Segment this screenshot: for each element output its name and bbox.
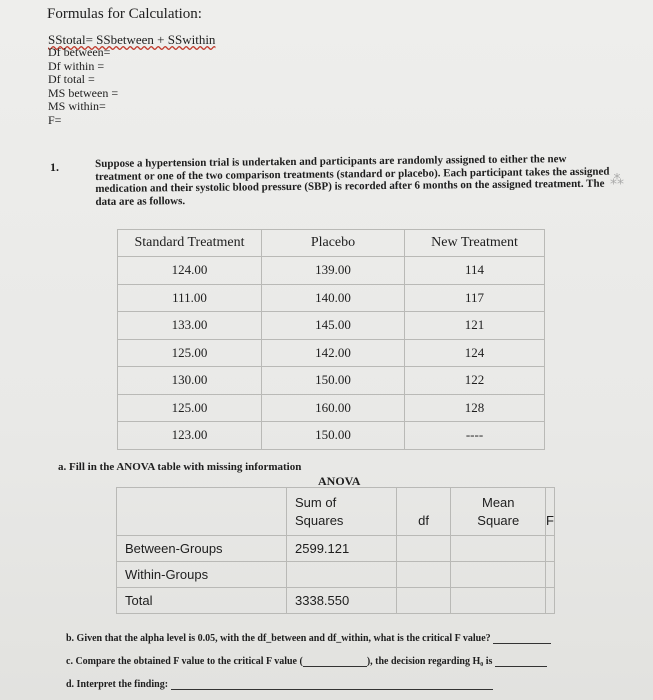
anova-row-label: Total: [117, 588, 287, 614]
ms-between-label: MS between =: [48, 86, 119, 100]
header-new-treatment: New Treatment: [405, 230, 545, 257]
anova-f-total[interactable]: [546, 588, 555, 614]
anova-ss-between[interactable]: 2599.121: [287, 536, 397, 562]
header-standard: Standard Treatment: [118, 230, 262, 257]
anova-header-f-text: F: [546, 512, 554, 528]
anova-ss-within[interactable]: [287, 562, 397, 588]
df-within-label: Df within =: [48, 59, 105, 73]
answer-blank-d[interactable]: [171, 679, 493, 690]
question-d-text: d. Interpret the finding:: [66, 679, 169, 690]
table-cell: 111.00: [118, 284, 262, 312]
anova-header-df: [396, 488, 451, 536]
anova-ms-within[interactable]: [451, 562, 546, 588]
table-cell: 122: [405, 367, 545, 395]
anova-header-ms: [451, 488, 546, 536]
scribble-mark: ⁂: [610, 173, 624, 188]
question-text: Suppose a hypertension trial is undertaken and participants are randomly assigned to either the new treatment or one of the two comparison treatments (standard or placebo). Each participant takes the assigned medication and their systolic blood pressure (SBP) is recorded after 6 months on the assigned treatment. The data are as follows.: [95, 153, 610, 209]
anova-df-total[interactable]: [396, 588, 451, 614]
formulas-title: Formulas for Calculation:: [47, 6, 202, 22]
df-between-label: Df between=: [48, 45, 111, 59]
question-d: [66, 679, 493, 690]
anova-df-between[interactable]: [396, 536, 451, 562]
data-table: [117, 229, 545, 450]
table-cell: 125.00: [118, 339, 262, 367]
question-b-text: b. Given that the alpha level is 0.05, with the df_between and df_within, what is the critical F value?: [66, 633, 491, 644]
table-cell: 140.00: [262, 284, 405, 312]
anova-df-within[interactable]: [396, 562, 451, 588]
anova-row-within: [117, 562, 555, 588]
table-cell: 139.00: [262, 257, 405, 285]
question-c: [66, 656, 547, 667]
table-header-row: [118, 230, 545, 257]
anova-header-blank: [117, 488, 287, 536]
anova-ms-between[interactable]: [451, 536, 546, 562]
table-row: [118, 257, 545, 285]
anova-header-ms-line1: Mean: [481, 494, 515, 510]
anova-ss-total[interactable]: 3338.550: [287, 588, 397, 614]
table-cell: 150.00: [262, 367, 405, 395]
table-cell: 124.00: [118, 257, 262, 285]
header-placebo: Placebo: [262, 230, 405, 257]
question-number: 1.: [50, 160, 59, 174]
table-cell: 150.00: [262, 422, 405, 450]
table-cell: 125.00: [118, 394, 262, 422]
table-cell: 128: [405, 394, 545, 422]
anova-title: ANOVA: [318, 474, 361, 488]
anova-row-between: [117, 536, 555, 562]
anova-header-df-text: df: [418, 512, 429, 528]
anova-row-total: [117, 588, 555, 614]
anova-instruction: a. Fill in the ANOVA table with missing information: [58, 461, 302, 473]
table-cell: 133.00: [118, 312, 262, 340]
table-cell: 130.00: [118, 367, 262, 395]
anova-row-label: Between-Groups: [117, 536, 287, 562]
anova-ms-total[interactable]: [451, 588, 546, 614]
table-row: [118, 394, 545, 422]
anova-table: [116, 487, 555, 614]
table-cell: ----: [405, 422, 545, 450]
table-row: [118, 284, 545, 312]
table-cell: 117: [405, 284, 545, 312]
table-row: [118, 422, 545, 450]
anova-row-label: Within-Groups: [117, 562, 287, 588]
anova-header-ss-line2: Squares: [295, 512, 344, 528]
table-row: [118, 339, 545, 367]
answer-blank-c-decision[interactable]: [495, 656, 547, 667]
ms-within-label: MS within=: [48, 99, 106, 113]
anova-header-ss-line1: Sum of: [295, 494, 337, 510]
table-cell: 142.00: [262, 339, 405, 367]
table-cell: 124: [405, 339, 545, 367]
table-cell: 145.00: [262, 312, 405, 340]
question-c-text-2: ), the decision regarding H₀ is: [366, 656, 493, 667]
anova-header-row: [117, 488, 555, 536]
table-row: [118, 312, 545, 340]
anova-header-ms-line2: Square: [477, 512, 520, 528]
question-c-text-1: c. Compare the obtained F value to the critical F value (: [66, 656, 303, 667]
f-label: F=: [48, 113, 62, 127]
table-cell: 114: [405, 257, 545, 285]
table-cell: 160.00: [262, 394, 405, 422]
table-cell: 121: [405, 312, 545, 340]
anova-header-ss: [287, 488, 397, 536]
answer-blank-b[interactable]: [493, 633, 551, 644]
anova-f-between[interactable]: [546, 536, 555, 562]
table-row: [118, 367, 545, 395]
anova-f-within[interactable]: [546, 562, 555, 588]
table-cell: 123.00: [118, 422, 262, 450]
question-b: [66, 633, 551, 644]
anova-header-f: [546, 488, 555, 536]
ss-equation: SStotal= SSbetween + SSwithin: [48, 32, 216, 47]
df-total-label: Df total =: [48, 72, 95, 86]
answer-blank-c-fvalue[interactable]: [303, 656, 367, 667]
